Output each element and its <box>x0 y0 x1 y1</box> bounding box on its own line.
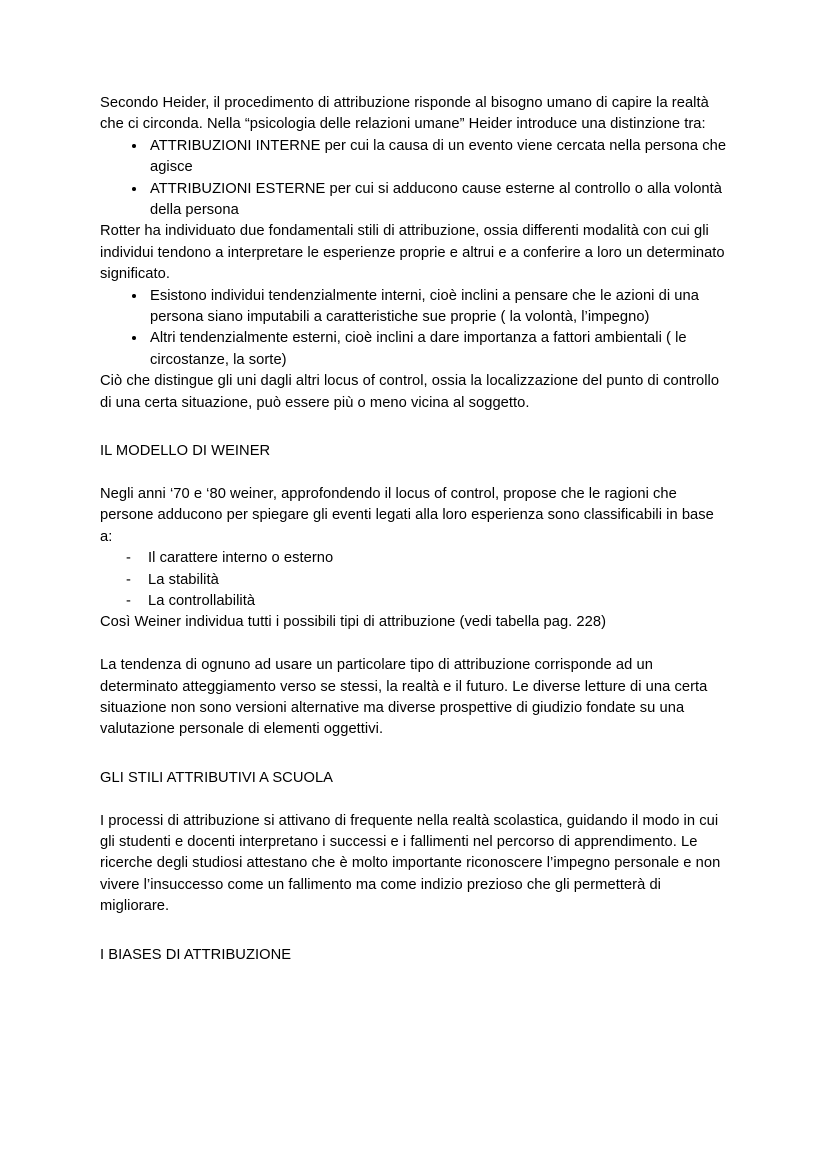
paragraph-weiner-anni70: Negli anni ‘70 e ‘80 weiner, approfondendo il locus of control, propose che le ragioni che persone adducono per spiegare gli eventi legati alla loro esperienza sono classificabili in base a: <box>100 485 714 545</box>
list-item-individui-esterni: • Altri tendenzialmente esterni, cioè inclini a dare importanza a fattori ambientali ( le circostanze, la sorte) <box>147 328 728 371</box>
heading-modello-weiner: IL MODELLO DI WEINER <box>100 443 271 460</box>
list-item-stabilita: - La stabilità <box>100 570 728 591</box>
bullet-list-attribuzioni <box>100 136 728 222</box>
paragraph-heider-intro: Secondo Heider, il procedimento di attribuzione risponde al bisogno umano di capire la realtà che ci circonda. Nella “psicologia delle relazioni umane” Heider introduce una distinzione tra: <box>100 95 709 133</box>
list-item-individui-interni: • Esistono individui tendenzialmente interni, cioè inclini a pensare che le azioni di una persona siano imputabili a caratteristiche sue proprie ( la volontà, l’impegno) <box>147 286 728 329</box>
paragraph-rotter: Rotter ha individuato due fondamentali stili di attribuzione, ossia differenti modalità con cui gli individui tendono a interpretare le esperienze proprie e altrui e a conferire a loro un determinato significato. <box>100 223 725 283</box>
list-item-attribuzioni-interne: • ATTRIBUZIONI INTERNE per cui la causa di un evento viene cercata nella persona che agisce <box>147 136 728 179</box>
bullet-list-stili-rotter <box>100 286 728 372</box>
paragraph-tendenza-attribuzione: La tendenza di ognuno ad usare un particolare tipo di attribuzione corrisponde ad un determinato atteggiamento verso se stessi, la realtà e il futuro. Le diverse letture di una certa situazione non sono versioni alternative ma diverse prospettive di giudizio fondate su una valutazione personale di elementi oggettivi. <box>100 657 708 738</box>
paragraph-cosi-weiner: Così Weiner individua tutti i possibili tipi di attribuzione (vedi tabella pag. 228) <box>100 614 607 631</box>
paragraph-processi-scuola: I processi di attribuzione si attivano di frequente nella realtà scolastica, guidando il modo in cui gli studenti e docenti interpretano i successi e i fallimenti nel percorso di apprendimento. Le ricerche degli studiosi attestano che è molto importante riconoscere l’impegno personale e non vivere l’insuccesso come un fallimento ma come indizio prezioso che gli permetterà di migliorare. <box>100 812 721 915</box>
list-item-controllabilita: - La controllabilità <box>100 591 728 612</box>
heading-biases-attribuzione: I BIASES DI ATTRIBUZIONE <box>100 946 292 963</box>
list-item-attribuzioni-esterne: • ATTRIBUZIONI ESTERNE per cui si adducono cause esterne al controllo o alla volontà della persona <box>147 179 728 222</box>
heading-stili-attributivi-scuola: GLI STILI ATTRIBUTIVI A SCUOLA <box>100 769 334 786</box>
list-item-carattere: - Il carattere interno o esterno <box>100 548 728 569</box>
dash-list-criteri-weiner <box>100 548 728 612</box>
paragraph-locus-of-control: Ciò che distingue gli uni dagli altri locus of control, ossia la localizzazione del punto di controllo di una certa situazione, può essere più o meno vicina al soggetto. <box>100 373 720 411</box>
